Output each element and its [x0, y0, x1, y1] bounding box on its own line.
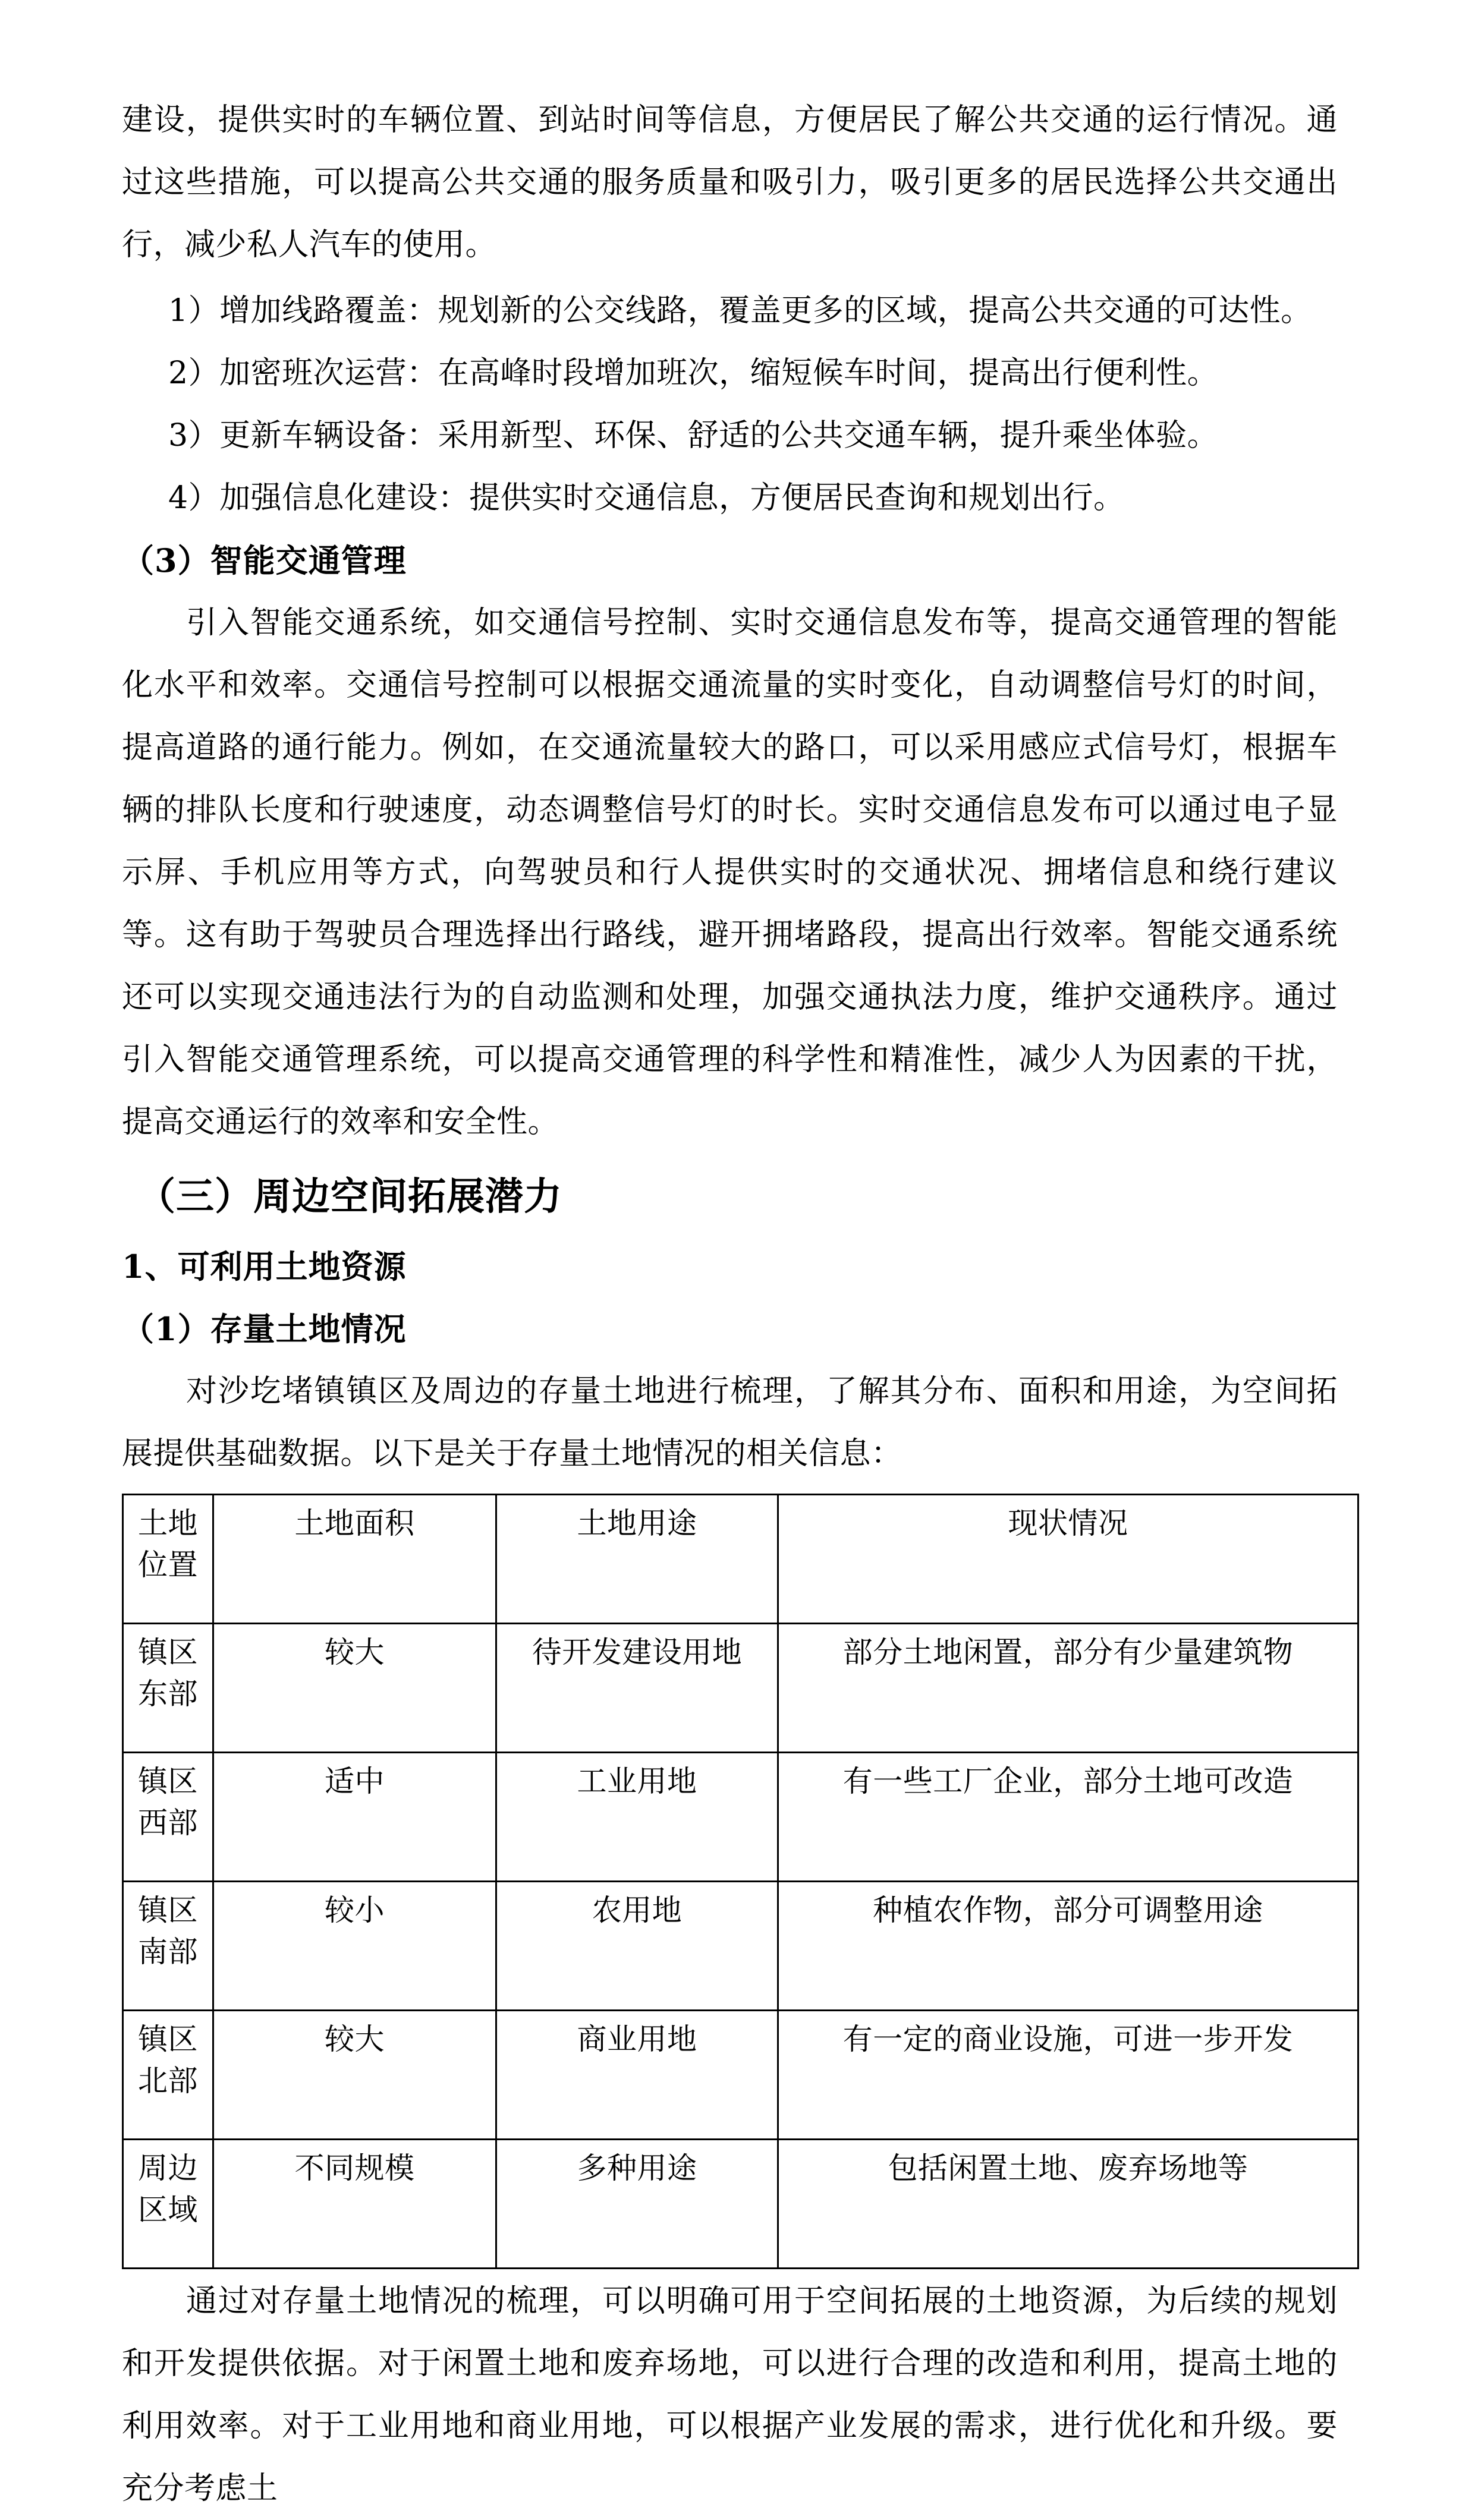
table-cell-status: 部分土地闲置，部分有少量建筑物 [778, 1624, 1358, 1753]
heading-section-three: （三）周边空间拓展潜力 [137, 1174, 562, 1219]
table-cell-area: 不同规模 [213, 2140, 496, 2269]
table-cell-area: 适中 [213, 1753, 496, 1882]
table-header-cell: 现状情况 [778, 1495, 1358, 1624]
table-cell-location: 镇区南部 [123, 1882, 213, 2011]
table-cell-usage: 商业用地 [496, 2011, 778, 2140]
land-inventory-table [122, 1494, 1359, 2269]
spacer [122, 1154, 1338, 1162]
page-content [122, 89, 1338, 2520]
table-row [123, 1882, 1358, 2011]
table-cell-location: 周边区域 [123, 2140, 213, 2269]
table-row [123, 2140, 1358, 2269]
table-cell-status: 有一定的商业设施，可进一步开发 [778, 2011, 1358, 2140]
paragraph-after-table: 通过对存量土地情况的梳理，可以明确可用于空间拓展的土地资源，为后续的规划和开发提供依据。对于闲置土地和废弃场地，可以进行合理的改造和利用，提高土地的利用效率。对于工业用地和商业用地，可以根据产业发展的需求，进行优化和升级。要充分考虑土 [122, 2283, 1338, 2506]
table-header-cell: 土地用途 [496, 1495, 778, 1624]
table-cell-area: 较大 [213, 1624, 496, 1753]
measure-item-4: 4）加强信息化建设：提供实时交通信息，方便居民查询和规划出行。 [168, 480, 1125, 516]
table-cell-area: 较大 [213, 2011, 496, 2140]
table-cell-status: 包括闲置土地、废弃场地等 [778, 2140, 1358, 2269]
paragraph-smart-traffic: 引入智能交通系统，如交通信号控制、实时交通信息发布等，提高交通管理的智能化水平和效率。交通信号控制可以根据交通流量的实时变化，自动调整信号灯的时间，提高道路的通行能力。例如，在交通流量较大的路口，可以采用感应式信号灯，根据车辆的排队长度和行驶速度，动态调整信号灯的时长。实时交通信息发布可以通过电子显示屏、手机应用等方式，向驾驶员和行人提供实时的交通状况、拥堵信息和绕行建议等。这有助于驾驶员合理选择出行路线，避开拥堵路段，提高出行效率。智能交通系统还可以实现交通违法行为的自动监测和处理，加强交通执法力度，维护交通秩序。通过引入智能交通管理系统，可以提高交通管理的科学性和精准性，减少人为因素的干扰，提高交通运行的效率和安全性。 [122, 605, 1338, 1140]
table-cell-location: 镇区北部 [123, 2011, 213, 2140]
table-row [123, 1753, 1358, 1882]
table-cell-area: 较小 [213, 1882, 496, 2011]
measure-item-3: 3）更新车辆设备：采用新型、环保、舒适的公共交通车辆，提升乘坐体验。 [168, 418, 1219, 453]
table-cell-location: 镇区西部 [123, 1753, 213, 1882]
table-header-cell: 土地位置 [123, 1495, 213, 1624]
table-cell-usage: 农用地 [496, 1882, 778, 2011]
table-cell-status: 种植农作物，部分可调整用途 [778, 1882, 1358, 2011]
measure-item-2: 2）加密班次运营：在高峰时段增加班次，缩短候车时间，提高出行便利性。 [168, 355, 1219, 391]
table-cell-usage: 多种用途 [496, 2140, 778, 2269]
table-row [123, 2011, 1358, 2140]
paragraph-stock-land-intro: 对沙圪堵镇镇区及周边的存量土地进行梳理，了解其分布、面积和用途，为空间拓展提供基础数据。以下是关于存量土地情况的相关信息： [122, 1374, 1338, 1472]
table-header-row [123, 1495, 1358, 1624]
paragraph-continuation: 建设，提供实时的车辆位置、到站时间等信息，方便居民了解公共交通的运行情况。通过这些措施，可以提高公共交通的服务质量和吸引力，吸引更多的居民选择公共交通出行，减少私人汽车的使用。 [122, 102, 1338, 263]
heading-smart-traffic-management: （3）智能交通管理 [122, 541, 407, 579]
table-row [123, 1624, 1358, 1753]
table-header-cell: 土地面积 [213, 1495, 496, 1624]
heading-available-land-resources: 1、可利用土地资源 [122, 1248, 407, 1286]
measure-item-1: 1）增加线路覆盖：规划新的公交线路，覆盖更多的区域，提高公共交通的可达性。 [168, 293, 1312, 329]
table-cell-location: 镇区东部 [123, 1624, 213, 1753]
table-cell-usage: 待开发建设用地 [496, 1624, 778, 1753]
table-cell-usage: 工业用地 [496, 1753, 778, 1882]
heading-stock-land-situation: （1）存量土地情况 [122, 1310, 407, 1348]
table-cell-status: 有一些工厂企业，部分土地可改造 [778, 1753, 1358, 1882]
